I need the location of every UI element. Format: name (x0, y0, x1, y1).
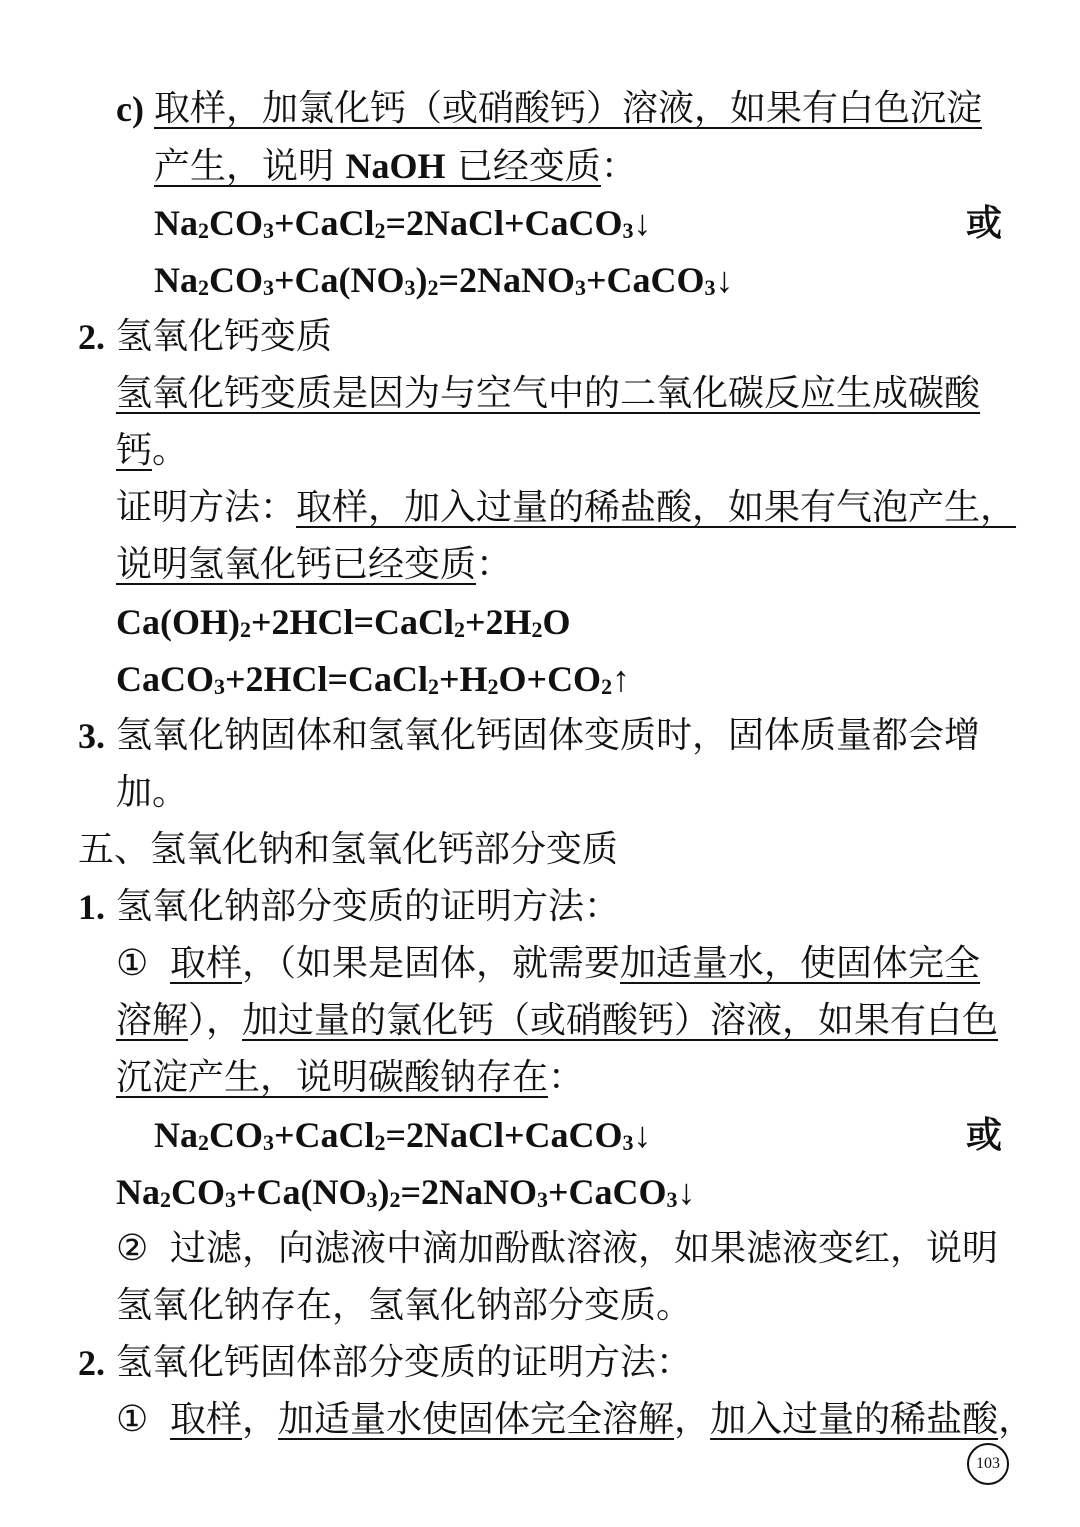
step2-marker: ② (116, 1228, 149, 1269)
s5-2-step1-marker: ① (116, 1399, 149, 1440)
c-equation-or: 或 (965, 202, 1002, 244)
s5-1-title: 氢氧化钠部分变质的证明方法： (116, 886, 621, 927)
equation-na2co3-cacl2-b: $Na_2CO_3+CaCl_2=2NaCl+CaCO_3↓$ (154, 1115, 652, 1155)
equation-na2co3-cano32-b: $Na_2CO_3+Ca(NO_3)_2=2NaNO_3+CaCO_3↓$ (116, 1172, 696, 1212)
s5-1-equation-or: 或 (965, 1114, 1002, 1156)
sec3-number: 3. (78, 716, 105, 756)
proof-label: 证明方法： (116, 487, 297, 528)
s5-1-number: 1. (78, 887, 105, 927)
equation-na2co3-cano32: $Na_2CO_3+Ca(NO_3)_2=2NaNO_3+CaCO_3↓$ (154, 260, 734, 300)
sec2-number: 2. (78, 317, 105, 357)
s5-2-number: 2. (78, 1343, 105, 1383)
equation-caco3-hcl: $CaCO_3+2HCl=CaCl_2+H_2O+CO_2↑$ (116, 659, 631, 699)
step1-marker: ① (116, 943, 149, 984)
page-number: 103 (967, 1443, 1009, 1485)
s5-2-title: 氢氧化钙固体部分变质的证明方法： (116, 1342, 693, 1383)
sec2-title: 氢氧化钙变质 (116, 316, 333, 357)
c-text-2: 产生，说明 NaOH 已经变质： (154, 146, 637, 187)
c-marker: c) (116, 89, 144, 129)
equation-na2co3-cacl2: $Na_2CO_3+CaCl_2=2NaCl+CaCO_3↓$ (154, 203, 652, 243)
equation-caoh2-hcl: $Ca(OH)_2+2HCl=CaCl_2+2H_2O$ (116, 602, 571, 642)
c-text-1: 取样，加氯化钙（或硝酸钙）溶液，如果有白色沉淀 (154, 88, 983, 129)
